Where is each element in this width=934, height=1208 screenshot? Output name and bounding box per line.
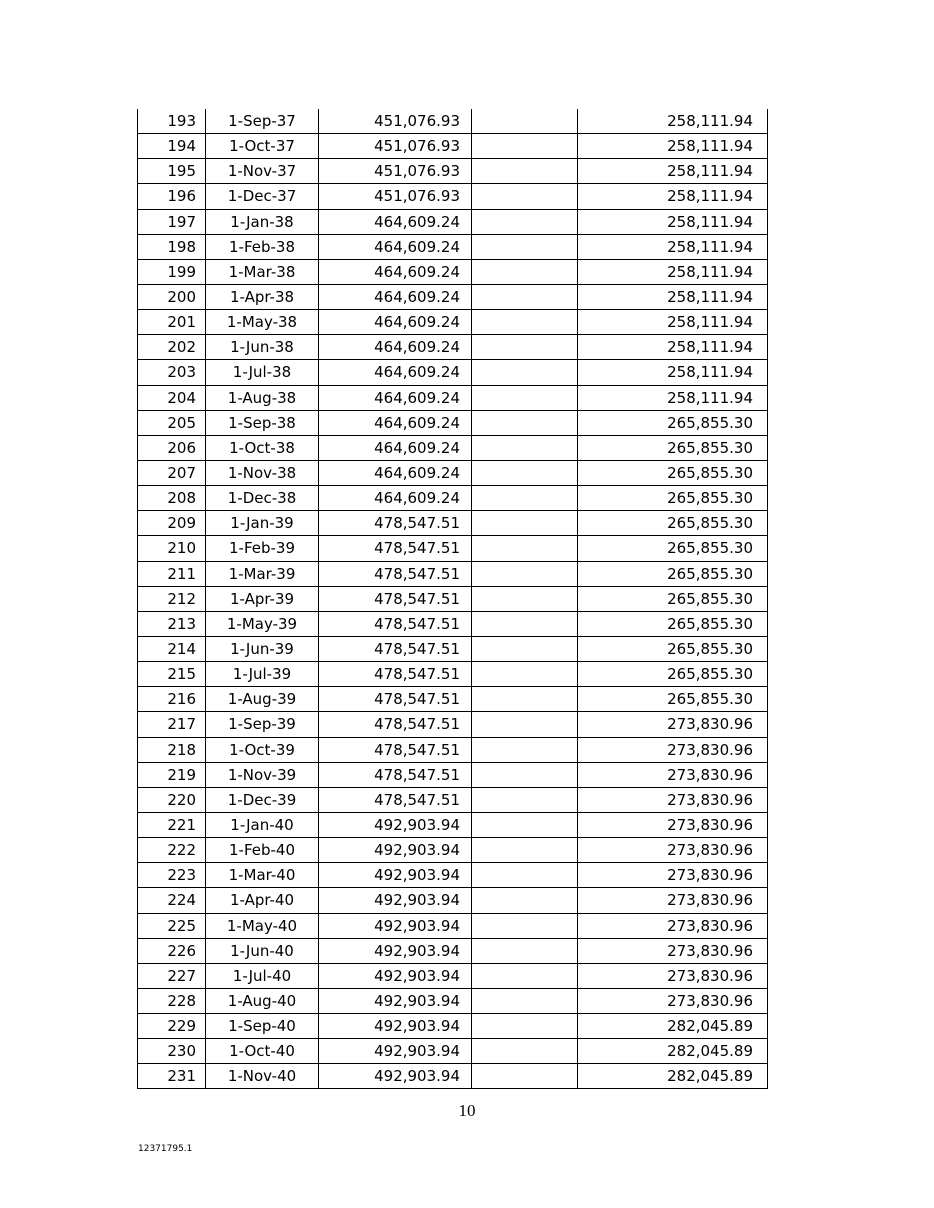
row-number-cell: 226 xyxy=(138,938,206,963)
row-number-cell: 210 xyxy=(138,536,206,561)
empty-cell xyxy=(472,310,578,335)
table-row xyxy=(138,737,768,762)
table-row xyxy=(138,209,768,234)
amount-cell: 464,609.24 xyxy=(319,209,472,234)
table-row xyxy=(138,988,768,1013)
row-number-cell: 209 xyxy=(138,511,206,536)
amount2-cell: 273,830.96 xyxy=(578,988,768,1013)
date-cell: 1-Nov-37 xyxy=(206,159,319,184)
table-row xyxy=(138,888,768,913)
empty-cell xyxy=(472,1014,578,1039)
empty-cell xyxy=(472,737,578,762)
table-row xyxy=(138,1014,768,1039)
table-row xyxy=(138,1039,768,1064)
amount-cell: 464,609.24 xyxy=(319,335,472,360)
empty-cell xyxy=(472,787,578,812)
table-row xyxy=(138,687,768,712)
empty-cell xyxy=(472,410,578,435)
amount-cell: 478,547.51 xyxy=(319,586,472,611)
empty-cell xyxy=(472,712,578,737)
amount2-cell: 265,855.30 xyxy=(578,435,768,460)
amount2-cell: 282,045.89 xyxy=(578,1039,768,1064)
table-body xyxy=(138,109,768,1089)
row-number-cell: 224 xyxy=(138,888,206,913)
row-number-cell: 205 xyxy=(138,410,206,435)
date-cell: 1-Jul-39 xyxy=(206,662,319,687)
table-row xyxy=(138,435,768,460)
amount-cell: 492,903.94 xyxy=(319,963,472,988)
amount2-cell: 265,855.30 xyxy=(578,410,768,435)
table-row xyxy=(138,611,768,636)
amount2-cell: 273,830.96 xyxy=(578,888,768,913)
empty-cell xyxy=(472,1039,578,1064)
date-cell: 1-Mar-38 xyxy=(206,259,319,284)
row-number-cell: 221 xyxy=(138,812,206,837)
amount-cell: 451,076.93 xyxy=(319,134,472,159)
empty-cell xyxy=(472,284,578,309)
row-number-cell: 203 xyxy=(138,360,206,385)
date-cell: 1-Sep-37 xyxy=(206,109,319,134)
amount2-cell: 265,855.30 xyxy=(578,586,768,611)
date-cell: 1-Dec-39 xyxy=(206,787,319,812)
amount2-cell: 273,830.96 xyxy=(578,838,768,863)
date-cell: 1-Aug-40 xyxy=(206,988,319,1013)
amount2-cell: 265,855.30 xyxy=(578,561,768,586)
empty-cell xyxy=(472,335,578,360)
table-row xyxy=(138,712,768,737)
date-cell: 1-Jun-40 xyxy=(206,938,319,963)
date-cell: 1-Jan-40 xyxy=(206,812,319,837)
payment-schedule-table xyxy=(137,109,768,1089)
row-number-cell: 215 xyxy=(138,662,206,687)
table-row xyxy=(138,109,768,134)
row-number-cell: 195 xyxy=(138,159,206,184)
table-row xyxy=(138,360,768,385)
amount-cell: 478,547.51 xyxy=(319,636,472,661)
date-cell: 1-Apr-39 xyxy=(206,586,319,611)
row-number-cell: 229 xyxy=(138,1014,206,1039)
table-row xyxy=(138,184,768,209)
amount-cell: 464,609.24 xyxy=(319,385,472,410)
empty-cell xyxy=(472,863,578,888)
table-row xyxy=(138,662,768,687)
row-number-cell: 204 xyxy=(138,385,206,410)
empty-cell xyxy=(472,159,578,184)
amount-cell: 478,547.51 xyxy=(319,511,472,536)
row-number-cell: 227 xyxy=(138,963,206,988)
empty-cell xyxy=(472,234,578,259)
amount2-cell: 273,830.96 xyxy=(578,762,768,787)
empty-cell xyxy=(472,460,578,485)
table-row xyxy=(138,385,768,410)
empty-cell xyxy=(472,888,578,913)
date-cell: 1-Feb-38 xyxy=(206,234,319,259)
amount-cell: 492,903.94 xyxy=(319,863,472,888)
date-cell: 1-Aug-39 xyxy=(206,687,319,712)
row-number-cell: 199 xyxy=(138,259,206,284)
amount-cell: 492,903.94 xyxy=(319,1064,472,1089)
amount2-cell: 265,855.30 xyxy=(578,486,768,511)
amount2-cell: 258,111.94 xyxy=(578,209,768,234)
row-number-cell: 193 xyxy=(138,109,206,134)
date-cell: 1-Oct-37 xyxy=(206,134,319,159)
amount-cell: 464,609.24 xyxy=(319,435,472,460)
table-row xyxy=(138,838,768,863)
amount2-cell: 258,111.94 xyxy=(578,360,768,385)
date-cell: 1-Nov-40 xyxy=(206,1064,319,1089)
row-number-cell: 218 xyxy=(138,737,206,762)
date-cell: 1-Jun-39 xyxy=(206,636,319,661)
amount2-cell: 273,830.96 xyxy=(578,963,768,988)
table-row xyxy=(138,636,768,661)
amount-cell: 492,903.94 xyxy=(319,838,472,863)
table-row xyxy=(138,234,768,259)
empty-cell xyxy=(472,259,578,284)
amount-cell: 478,547.51 xyxy=(319,611,472,636)
date-cell: 1-May-40 xyxy=(206,913,319,938)
row-number-cell: 230 xyxy=(138,1039,206,1064)
row-number-cell: 220 xyxy=(138,787,206,812)
amount-cell: 492,903.94 xyxy=(319,1039,472,1064)
empty-cell xyxy=(472,762,578,787)
amount-cell: 478,547.51 xyxy=(319,687,472,712)
amount2-cell: 258,111.94 xyxy=(578,234,768,259)
row-number-cell: 219 xyxy=(138,762,206,787)
empty-cell xyxy=(472,511,578,536)
empty-cell xyxy=(472,988,578,1013)
date-cell: 1-Oct-38 xyxy=(206,435,319,460)
amount-cell: 478,547.51 xyxy=(319,536,472,561)
row-number-cell: 196 xyxy=(138,184,206,209)
table-row xyxy=(138,486,768,511)
row-number-cell: 214 xyxy=(138,636,206,661)
amount2-cell: 273,830.96 xyxy=(578,863,768,888)
amount-cell: 478,547.51 xyxy=(319,787,472,812)
amount-cell: 464,609.24 xyxy=(319,284,472,309)
amount2-cell: 258,111.94 xyxy=(578,159,768,184)
row-number-cell: 213 xyxy=(138,611,206,636)
amount-cell: 492,903.94 xyxy=(319,1014,472,1039)
amount-cell: 464,609.24 xyxy=(319,259,472,284)
date-cell: 1-Jan-39 xyxy=(206,511,319,536)
amount2-cell: 282,045.89 xyxy=(578,1014,768,1039)
date-cell: 1-Mar-39 xyxy=(206,561,319,586)
amount-cell: 451,076.93 xyxy=(319,159,472,184)
table-row xyxy=(138,410,768,435)
empty-cell xyxy=(472,838,578,863)
empty-cell xyxy=(472,561,578,586)
amount2-cell: 265,855.30 xyxy=(578,536,768,561)
empty-cell xyxy=(472,536,578,561)
table-row xyxy=(138,159,768,184)
date-cell: 1-Nov-39 xyxy=(206,762,319,787)
empty-cell xyxy=(472,486,578,511)
table-row xyxy=(138,310,768,335)
amount2-cell: 265,855.30 xyxy=(578,611,768,636)
table-row xyxy=(138,335,768,360)
empty-cell xyxy=(472,913,578,938)
date-cell: 1-Feb-40 xyxy=(206,838,319,863)
amount-cell: 492,903.94 xyxy=(319,938,472,963)
table-row xyxy=(138,511,768,536)
date-cell: 1-Jul-40 xyxy=(206,963,319,988)
table-row xyxy=(138,284,768,309)
row-number-cell: 194 xyxy=(138,134,206,159)
amount2-cell: 273,830.96 xyxy=(578,787,768,812)
amount2-cell: 258,111.94 xyxy=(578,134,768,159)
date-cell: 1-Nov-38 xyxy=(206,460,319,485)
table-row xyxy=(138,561,768,586)
amount2-cell: 282,045.89 xyxy=(578,1064,768,1089)
amount2-cell: 258,111.94 xyxy=(578,184,768,209)
empty-cell xyxy=(472,1064,578,1089)
empty-cell xyxy=(472,134,578,159)
date-cell: 1-Sep-39 xyxy=(206,712,319,737)
empty-cell xyxy=(472,184,578,209)
amount2-cell: 265,855.30 xyxy=(578,511,768,536)
amount2-cell: 273,830.96 xyxy=(578,737,768,762)
empty-cell xyxy=(472,209,578,234)
table-row xyxy=(138,460,768,485)
amount2-cell: 258,111.94 xyxy=(578,284,768,309)
amount2-cell: 265,855.30 xyxy=(578,460,768,485)
amount-cell: 464,609.24 xyxy=(319,486,472,511)
table-row xyxy=(138,863,768,888)
page-number: 10 xyxy=(458,1101,476,1120)
table-row xyxy=(138,762,768,787)
row-number-cell: 217 xyxy=(138,712,206,737)
empty-cell xyxy=(472,687,578,712)
date-cell: 1-Sep-40 xyxy=(206,1014,319,1039)
row-number-cell: 200 xyxy=(138,284,206,309)
amount-cell: 478,547.51 xyxy=(319,737,472,762)
row-number-cell: 212 xyxy=(138,586,206,611)
empty-cell xyxy=(472,662,578,687)
row-number-cell: 222 xyxy=(138,838,206,863)
empty-cell xyxy=(472,812,578,837)
row-number-cell: 197 xyxy=(138,209,206,234)
table-row xyxy=(138,938,768,963)
date-cell: 1-Mar-40 xyxy=(206,863,319,888)
date-cell: 1-Feb-39 xyxy=(206,536,319,561)
empty-cell xyxy=(472,385,578,410)
date-cell: 1-Aug-38 xyxy=(206,385,319,410)
empty-cell xyxy=(472,586,578,611)
amount2-cell: 273,830.96 xyxy=(578,712,768,737)
table-row xyxy=(138,536,768,561)
amount2-cell: 265,855.30 xyxy=(578,662,768,687)
empty-cell xyxy=(472,963,578,988)
date-cell: 1-Oct-39 xyxy=(206,737,319,762)
date-cell: 1-Dec-37 xyxy=(206,184,319,209)
table-row xyxy=(138,963,768,988)
amount-cell: 478,547.51 xyxy=(319,662,472,687)
amount-cell: 478,547.51 xyxy=(319,762,472,787)
amount2-cell: 273,830.96 xyxy=(578,913,768,938)
empty-cell xyxy=(472,636,578,661)
amount-cell: 464,609.24 xyxy=(319,234,472,259)
table-row xyxy=(138,1064,768,1089)
date-cell: 1-Dec-38 xyxy=(206,486,319,511)
amount-cell: 464,609.24 xyxy=(319,410,472,435)
date-cell: 1-May-38 xyxy=(206,310,319,335)
amount-cell: 478,547.51 xyxy=(319,712,472,737)
amount2-cell: 258,111.94 xyxy=(578,335,768,360)
amount-cell: 464,609.24 xyxy=(319,310,472,335)
document-id: 12371795.1 xyxy=(138,1144,193,1154)
table-row xyxy=(138,134,768,159)
amount-cell: 451,076.93 xyxy=(319,184,472,209)
date-cell: 1-Oct-40 xyxy=(206,1039,319,1064)
amount-cell: 451,076.93 xyxy=(319,109,472,134)
row-number-cell: 201 xyxy=(138,310,206,335)
date-cell: 1-Jul-38 xyxy=(206,360,319,385)
row-number-cell: 216 xyxy=(138,687,206,712)
amount-cell: 464,609.24 xyxy=(319,460,472,485)
date-cell: 1-Jan-38 xyxy=(206,209,319,234)
amount2-cell: 258,111.94 xyxy=(578,259,768,284)
amount2-cell: 258,111.94 xyxy=(578,109,768,134)
row-number-cell: 225 xyxy=(138,913,206,938)
amount-cell: 478,547.51 xyxy=(319,561,472,586)
amount-cell: 464,609.24 xyxy=(319,360,472,385)
amount-cell: 492,903.94 xyxy=(319,812,472,837)
table-row xyxy=(138,259,768,284)
row-number-cell: 208 xyxy=(138,486,206,511)
date-cell: 1-Jun-38 xyxy=(206,335,319,360)
row-number-cell: 202 xyxy=(138,335,206,360)
empty-cell xyxy=(472,938,578,963)
row-number-cell: 228 xyxy=(138,988,206,1013)
row-number-cell: 231 xyxy=(138,1064,206,1089)
empty-cell xyxy=(472,109,578,134)
table-row xyxy=(138,586,768,611)
amount2-cell: 265,855.30 xyxy=(578,687,768,712)
amount2-cell: 265,855.30 xyxy=(578,636,768,661)
empty-cell xyxy=(472,360,578,385)
date-cell: 1-Apr-38 xyxy=(206,284,319,309)
row-number-cell: 211 xyxy=(138,561,206,586)
row-number-cell: 207 xyxy=(138,460,206,485)
empty-cell xyxy=(472,611,578,636)
amount2-cell: 258,111.94 xyxy=(578,385,768,410)
date-cell: 1-May-39 xyxy=(206,611,319,636)
empty-cell xyxy=(472,435,578,460)
amount-cell: 492,903.94 xyxy=(319,913,472,938)
table-row xyxy=(138,913,768,938)
date-cell: 1-Apr-40 xyxy=(206,888,319,913)
amount2-cell: 258,111.94 xyxy=(578,310,768,335)
row-number-cell: 223 xyxy=(138,863,206,888)
table-row xyxy=(138,812,768,837)
row-number-cell: 198 xyxy=(138,234,206,259)
amount-cell: 492,903.94 xyxy=(319,988,472,1013)
date-cell: 1-Sep-38 xyxy=(206,410,319,435)
amount-cell: 492,903.94 xyxy=(319,888,472,913)
amount2-cell: 273,830.96 xyxy=(578,938,768,963)
amount2-cell: 273,830.96 xyxy=(578,812,768,837)
table-row xyxy=(138,787,768,812)
row-number-cell: 206 xyxy=(138,435,206,460)
